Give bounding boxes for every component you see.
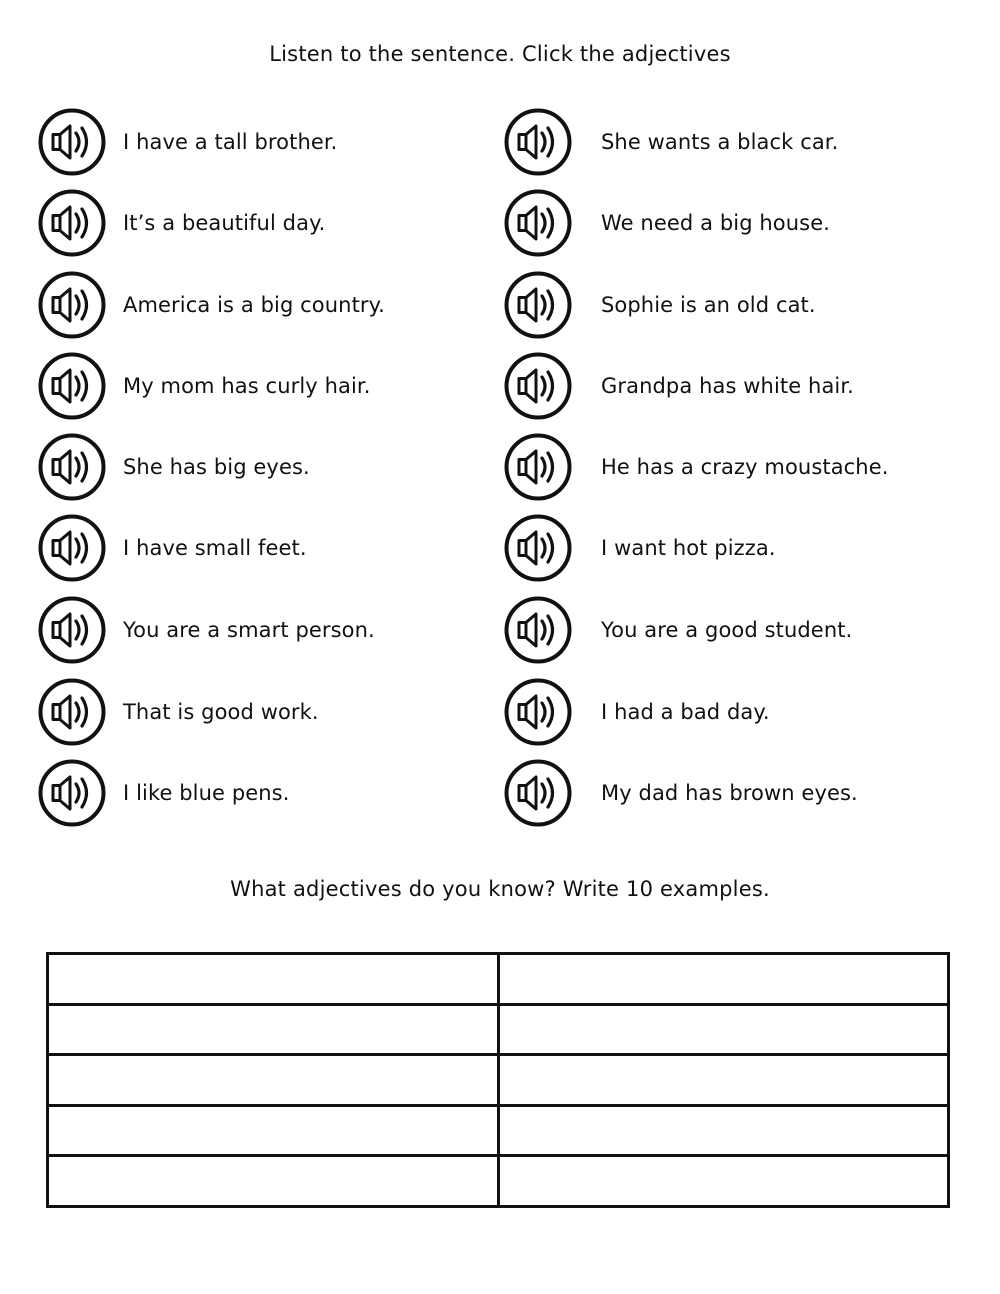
- sentence-text[interactable]: She has big eyes.: [123, 455, 310, 479]
- sentence-item: [504, 512, 964, 584]
- sentence-text[interactable]: He has a crazy moustache.: [601, 455, 889, 479]
- sentence-item: [38, 350, 498, 422]
- answer-cell: [498, 1004, 949, 1055]
- sentence-item: [504, 350, 964, 422]
- answer-input[interactable]: [49, 1107, 497, 1155]
- instruction-listen: Listen to the sentence. Click the adjectives: [269, 42, 731, 66]
- sentence-item: [38, 431, 498, 503]
- sentence-text[interactable]: You are a smart person.: [123, 618, 375, 642]
- sentence-text[interactable]: We need a big house.: [601, 211, 831, 235]
- answer-cell: [48, 1105, 499, 1156]
- sentence-text[interactable]: I like blue pens.: [123, 781, 290, 805]
- speaker-icon[interactable]: [38, 433, 106, 501]
- answer-input[interactable]: [49, 1006, 497, 1054]
- sentence-item: [504, 106, 964, 178]
- sentence-item: [504, 676, 964, 748]
- table-row: [48, 1055, 949, 1106]
- sentence-item: [38, 757, 498, 829]
- table-row: [48, 1156, 949, 1207]
- answer-cell: [48, 1004, 499, 1055]
- sentence-item: [504, 431, 964, 503]
- sentence-item: [504, 757, 964, 829]
- speaker-icon[interactable]: [38, 596, 106, 664]
- answer-input[interactable]: [49, 1056, 497, 1104]
- sentence-text[interactable]: I have a tall brother.: [123, 130, 338, 154]
- sentence-text[interactable]: I have small feet.: [123, 536, 307, 560]
- answer-table: [46, 952, 950, 1208]
- sentence-text[interactable]: It’s a beautiful day.: [123, 211, 326, 235]
- answer-cell: [498, 1156, 949, 1207]
- speaker-icon[interactable]: [38, 108, 106, 176]
- sentence-item: [38, 269, 498, 341]
- speaker-icon[interactable]: [504, 759, 572, 827]
- sentence-text[interactable]: My dad has brown eyes.: [601, 781, 858, 805]
- speaker-icon[interactable]: [504, 108, 572, 176]
- speaker-icon[interactable]: [504, 596, 572, 664]
- table-row: [48, 1004, 949, 1055]
- sentence-text[interactable]: Sophie is an old cat.: [601, 293, 816, 317]
- instruction-write-examples: What adjectives do you know? Write 10 examples.: [230, 877, 770, 901]
- sentence-item: [38, 594, 498, 666]
- speaker-icon[interactable]: [504, 678, 572, 746]
- sentence-text[interactable]: Grandpa has white hair.: [601, 374, 854, 398]
- answer-cell: [498, 954, 949, 1005]
- speaker-icon[interactable]: [504, 352, 572, 420]
- sentence-text[interactable]: I had a bad day.: [601, 700, 770, 724]
- speaker-icon[interactable]: [38, 514, 106, 582]
- speaker-icon[interactable]: [38, 678, 106, 746]
- speaker-icon[interactable]: [504, 514, 572, 582]
- table-row: [48, 954, 949, 1005]
- sentence-text[interactable]: You are a good student.: [601, 618, 853, 642]
- answer-input[interactable]: [500, 1107, 948, 1155]
- answer-cell: [48, 1055, 499, 1106]
- answer-input[interactable]: [500, 1056, 948, 1104]
- answer-cell: [48, 954, 499, 1005]
- sentence-item: [38, 676, 498, 748]
- sentence-text[interactable]: I want hot pizza.: [601, 536, 776, 560]
- sentence-item: [38, 187, 498, 259]
- answer-cell: [48, 1156, 499, 1207]
- answer-input[interactable]: [500, 955, 948, 1003]
- answer-cell: [498, 1105, 949, 1156]
- answer-input[interactable]: [500, 1157, 948, 1205]
- sentence-item: [504, 269, 964, 341]
- speaker-icon[interactable]: [38, 189, 106, 257]
- answer-cell: [498, 1055, 949, 1106]
- speaker-icon[interactable]: [504, 433, 572, 501]
- sentence-text[interactable]: My mom has curly hair.: [123, 374, 371, 398]
- sentence-text[interactable]: She wants a black car.: [601, 130, 839, 154]
- answer-input[interactable]: [49, 955, 497, 1003]
- speaker-icon[interactable]: [504, 271, 572, 339]
- sentence-item: [504, 594, 964, 666]
- speaker-icon[interactable]: [504, 189, 572, 257]
- sentence-item: [38, 106, 498, 178]
- sentence-text[interactable]: America is a big country.: [123, 293, 385, 317]
- table-row: [48, 1105, 949, 1156]
- speaker-icon[interactable]: [38, 352, 106, 420]
- sentence-item: [38, 512, 498, 584]
- answer-input[interactable]: [500, 1006, 948, 1054]
- speaker-icon[interactable]: [38, 271, 106, 339]
- answer-input[interactable]: [49, 1157, 497, 1205]
- sentence-text[interactable]: That is good work.: [123, 700, 319, 724]
- sentence-item: [504, 187, 964, 259]
- speaker-icon[interactable]: [38, 759, 106, 827]
